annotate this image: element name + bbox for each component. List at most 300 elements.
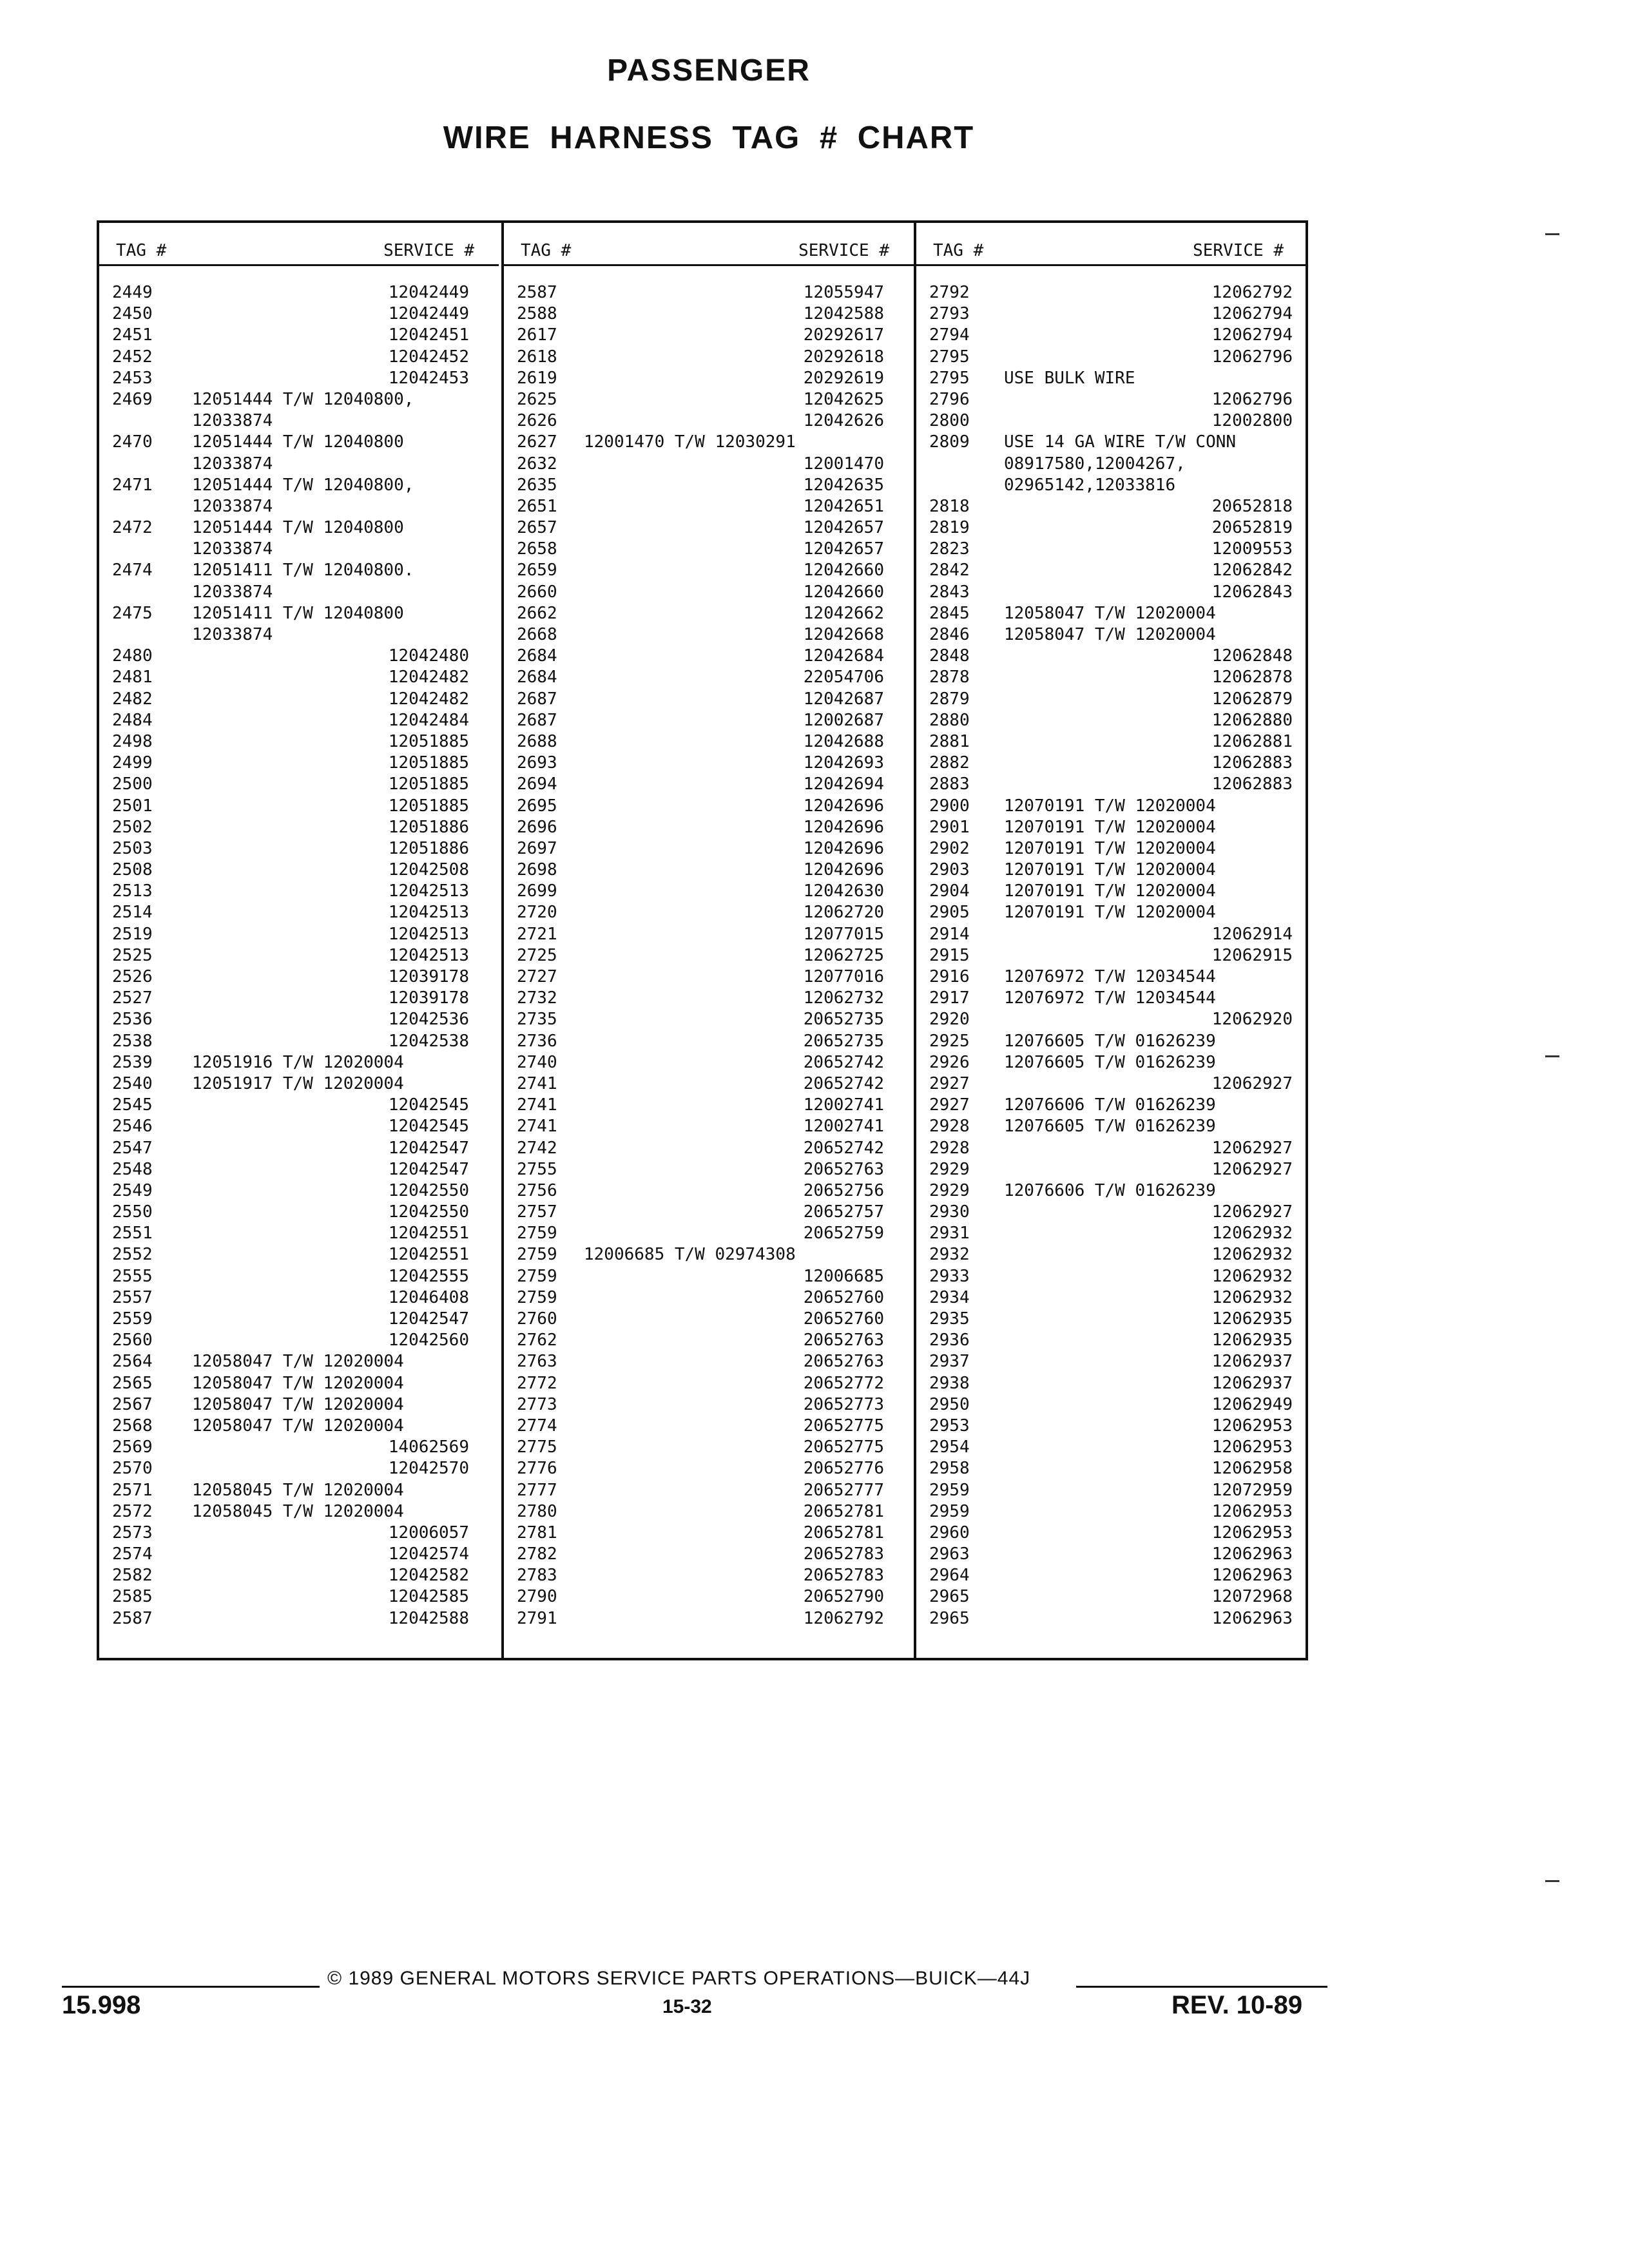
service-number: 20292617: [803, 325, 884, 345]
tag-number: 2915: [929, 945, 970, 965]
tag-number: 2879: [929, 689, 970, 709]
tag-number: 2793: [929, 304, 970, 324]
tag-number: 2660: [517, 582, 557, 602]
service-header: SERVICE #: [383, 241, 474, 260]
service-number: 12042536: [388, 1010, 469, 1030]
table-row: [504, 860, 914, 881]
tag-number: 2525: [112, 945, 153, 965]
table-row: [504, 347, 914, 368]
table-row: [916, 1565, 1308, 1586]
service-number: 12062935: [1211, 1309, 1293, 1329]
service-note: 12076972 T/W 12034544: [1004, 988, 1216, 1008]
service-note: 12070191 T/W 12020004: [1004, 881, 1216, 901]
service-number: 12042560: [388, 1331, 469, 1350]
table-row: [99, 1159, 499, 1180]
service-number: 12042538: [388, 1031, 469, 1051]
tag-number: 2783: [517, 1566, 557, 1586]
service-number: 12006057: [388, 1523, 469, 1542]
column-rows: [99, 282, 499, 1629]
tag-number: 2549: [112, 1180, 153, 1200]
tag-number: 2582: [112, 1566, 153, 1586]
table-row: [99, 1138, 499, 1159]
service-number: 12062878: [1211, 668, 1293, 687]
service-number: 20652760: [803, 1309, 884, 1329]
table-row: [504, 796, 914, 817]
tag-number: 2950: [929, 1394, 970, 1414]
service-number: 12042693: [803, 753, 884, 773]
table-row: [504, 389, 914, 410]
table-row: [504, 539, 914, 560]
tag-number: 2587: [112, 1608, 153, 1628]
service-number: 20292618: [803, 347, 884, 367]
table-row: [504, 1095, 914, 1116]
service-number: 12051885: [388, 796, 469, 816]
table-row: [916, 475, 1308, 496]
table-row: [504, 410, 914, 432]
service-number: 12062794: [1211, 325, 1293, 345]
table-row: [916, 1586, 1308, 1608]
service-number: 14062569: [388, 1437, 469, 1457]
table-row: [99, 1544, 499, 1565]
tag-number: 2699: [517, 881, 557, 901]
service-number: 12062963: [1211, 1608, 1293, 1628]
service-number: 12042449: [388, 304, 469, 324]
table-row: [99, 731, 499, 753]
table-row: [916, 966, 1308, 988]
table-row: [99, 1565, 499, 1586]
table-row: [99, 432, 499, 453]
table-row: [504, 1223, 914, 1244]
service-note-continued: 08917580,12004267,: [1004, 454, 1186, 474]
tag-number: 2617: [517, 325, 557, 345]
service-number: 12062881: [1211, 731, 1293, 751]
table-row: [504, 368, 914, 389]
tag-number: 2546: [112, 1117, 153, 1137]
tag-number: 2925: [929, 1031, 970, 1051]
tag-number: 2934: [929, 1287, 970, 1307]
wire-harness-table: [97, 220, 1308, 1660]
tag-number: 2659: [517, 561, 557, 581]
service-note: 12070191 T/W 12020004: [1004, 838, 1216, 858]
table-row: [916, 1480, 1308, 1501]
tag-number: 2688: [517, 731, 557, 751]
table-row: [99, 881, 499, 902]
table-row: [916, 1330, 1308, 1351]
table-row: [916, 1351, 1308, 1372]
tag-number: 2548: [112, 1159, 153, 1179]
tag-number: 2930: [929, 1202, 970, 1222]
table-row: [99, 774, 499, 795]
table-row: [504, 517, 914, 539]
tag-number: 2684: [517, 668, 557, 687]
service-number: 12062720: [803, 903, 884, 923]
table-row: [504, 1544, 914, 1565]
table-row: [916, 1138, 1308, 1159]
table-row: [99, 1202, 499, 1223]
service-number: 12062937: [1211, 1352, 1293, 1372]
tag-number: 2651: [517, 496, 557, 516]
service-number: 12062953: [1211, 1416, 1293, 1436]
tag-number: 2471: [112, 475, 153, 495]
service-note: 12070191 T/W 12020004: [1004, 860, 1216, 880]
service-number: 12042668: [803, 625, 884, 644]
tag-number: 2727: [517, 967, 557, 986]
table-row: [99, 1223, 499, 1244]
service-number: 12062725: [803, 945, 884, 965]
margin-mark: [1545, 1880, 1559, 1882]
service-number: 12072968: [1211, 1587, 1293, 1607]
table-row: [916, 753, 1308, 774]
table-row: [916, 282, 1308, 303]
table-row: [504, 1202, 914, 1223]
tag-number: 2573: [112, 1523, 153, 1542]
service-number: 12062842: [1211, 561, 1293, 581]
service-number: 12042651: [803, 496, 884, 516]
table-row: [504, 817, 914, 838]
table-row: [916, 860, 1308, 881]
tag-number: 2694: [517, 774, 557, 794]
table-row: [916, 689, 1308, 710]
table-row: [916, 1523, 1308, 1544]
service-note: 12051411 T/W 12040800.: [192, 561, 414, 581]
service-number: 12062949: [1211, 1394, 1293, 1414]
table-row: [99, 796, 499, 817]
service-number: 12042545: [388, 1095, 469, 1115]
table-row: [916, 924, 1308, 945]
service-number: 12062927: [1211, 1159, 1293, 1179]
service-number: 12042551: [388, 1224, 469, 1244]
service-number: 12042684: [803, 646, 884, 666]
service-number: 12042508: [388, 860, 469, 880]
tag-number: 2960: [929, 1523, 970, 1542]
tag-number: 2632: [517, 454, 557, 474]
tag-number: 2800: [929, 411, 970, 431]
service-number: 12062792: [1211, 283, 1293, 302]
column-rows: [916, 282, 1308, 1629]
service-number: 20652790: [803, 1587, 884, 1607]
service-note: 12070191 T/W 12020004: [1004, 796, 1216, 816]
table-row: [916, 410, 1308, 432]
table-row: [504, 1159, 914, 1180]
table-row: [99, 924, 499, 945]
service-note-continued: 02965142,12033816: [1004, 475, 1176, 495]
service-number: 20292619: [803, 368, 884, 388]
service-number: 12062796: [1211, 347, 1293, 367]
table-row: [99, 1330, 499, 1351]
service-note: 12058047 T/W 12020004: [192, 1373, 404, 1393]
service-note: 12051444 T/W 12040800: [192, 518, 404, 538]
table-row: [916, 454, 1308, 475]
tag-number: 2790: [517, 1587, 557, 1607]
copyright-line: © 1989 GENERAL MOTORS SERVICE PARTS OPERATIONS—BUICK—44J: [327, 1968, 1031, 1989]
tag-number: 2502: [112, 817, 153, 837]
service-number: 20652776: [803, 1459, 884, 1479]
service-note: 12058047 T/W 12020004: [1004, 625, 1216, 644]
service-number: 12062848: [1211, 646, 1293, 666]
service-number: 20652781: [803, 1501, 884, 1521]
service-number: 12062883: [1211, 753, 1293, 773]
tag-number: 2559: [112, 1309, 153, 1329]
section-number: 15.998: [62, 1991, 141, 2019]
tag-number: 2501: [112, 796, 153, 816]
service-number: 12055947: [803, 283, 884, 302]
service-note: 12006685 T/W 02974308: [584, 1245, 796, 1265]
tag-number: 2451: [112, 325, 153, 345]
table-row: [99, 1480, 499, 1501]
tag-number: 2776: [517, 1459, 557, 1479]
tag-number: 2482: [112, 689, 153, 709]
table-row: [916, 774, 1308, 795]
table-row: [504, 1180, 914, 1202]
table-row: [99, 838, 499, 860]
table-row: [99, 1523, 499, 1544]
service-number: 12009553: [1211, 539, 1293, 559]
tag-number: 2626: [517, 411, 557, 431]
service-number: 12062794: [1211, 304, 1293, 324]
table-row: [99, 1416, 499, 1437]
table-row: [504, 282, 914, 303]
tag-number: 2845: [929, 603, 970, 623]
tag-number: 2903: [929, 860, 970, 880]
tag-number: 2742: [517, 1138, 557, 1158]
tag-number: 2882: [929, 753, 970, 773]
service-number: 12042513: [388, 924, 469, 944]
tag-number: 2883: [929, 774, 970, 794]
tag-number: 2538: [112, 1031, 153, 1051]
tag-number: 2695: [517, 796, 557, 816]
tag-number: 2684: [517, 646, 557, 666]
tag-number: 2777: [517, 1480, 557, 1500]
table-row: [916, 582, 1308, 603]
tag-header: TAG #: [933, 241, 984, 260]
tag-number: 2696: [517, 817, 557, 837]
tag-number: 2572: [112, 1501, 153, 1521]
service-number: 12042550: [388, 1202, 469, 1222]
service-number: 12042550: [388, 1180, 469, 1200]
column-header: [916, 223, 1308, 266]
service-number: 20652818: [1211, 496, 1293, 516]
service-number: 20652760: [803, 1287, 884, 1307]
service-note-continued: 12033874: [192, 625, 273, 644]
tag-number: 2500: [112, 774, 153, 794]
table-row: [504, 1138, 914, 1159]
service-number: 20652742: [803, 1138, 884, 1158]
table-row: [99, 517, 499, 539]
table-row: [99, 667, 499, 688]
tag-number: 2484: [112, 710, 153, 730]
service-note: 12051916 T/W 12020004: [192, 1052, 404, 1072]
service-number: 12002687: [803, 710, 884, 730]
table-row: [916, 902, 1308, 923]
service-number: 12042626: [803, 411, 884, 431]
service-number: 12042687: [803, 689, 884, 709]
tag-number: 2928: [929, 1117, 970, 1137]
tag-number: 2499: [112, 753, 153, 773]
tag-number: 2762: [517, 1331, 557, 1350]
tag-number: 2927: [929, 1073, 970, 1093]
tag-number: 2551: [112, 1224, 153, 1244]
table-row: [99, 624, 499, 646]
table-row: [504, 496, 914, 517]
service-number: 12039178: [388, 988, 469, 1008]
tag-number: 2472: [112, 518, 153, 538]
tag-number: 2735: [517, 1010, 557, 1030]
table-row: [99, 1244, 499, 1265]
service-note: 12070191 T/W 12020004: [1004, 903, 1216, 923]
tag-number: 2552: [112, 1245, 153, 1265]
tag-number: 2585: [112, 1587, 153, 1607]
service-note: 12076605 T/W 01626239: [1004, 1031, 1216, 1051]
table-row: [504, 966, 914, 988]
table-row: [916, 539, 1308, 560]
margin-mark: [1545, 233, 1559, 235]
tag-number: 2964: [929, 1566, 970, 1586]
service-number: 12006685: [803, 1266, 884, 1286]
tag-number: 2774: [517, 1416, 557, 1436]
table-row: [916, 1223, 1308, 1244]
service-number: 12062927: [1211, 1138, 1293, 1158]
service-number: 12062932: [1211, 1245, 1293, 1265]
service-number: 20652763: [803, 1352, 884, 1372]
service-number: 20652819: [1211, 518, 1293, 538]
service-number: 12042694: [803, 774, 884, 794]
table-row: [99, 1608, 499, 1629]
table-row: [916, 1416, 1308, 1437]
service-number: 20652735: [803, 1031, 884, 1051]
tag-number: 2904: [929, 881, 970, 901]
table-row: [99, 1180, 499, 1202]
service-number: 20652742: [803, 1052, 884, 1072]
tag-number: 2772: [517, 1373, 557, 1393]
table-row: [99, 1501, 499, 1523]
table-row: [99, 860, 499, 881]
tag-number: 2720: [517, 903, 557, 923]
service-number: 12062883: [1211, 774, 1293, 794]
service-number: 12001470: [803, 454, 884, 474]
service-number: 12062732: [803, 988, 884, 1008]
tag-number: 2498: [112, 731, 153, 751]
table-row: [99, 689, 499, 710]
service-number: 12077015: [803, 924, 884, 944]
service-number: 12039178: [388, 967, 469, 986]
table-row: [916, 1159, 1308, 1180]
table-row: [504, 731, 914, 753]
service-note: 12051444 T/W 12040800: [192, 432, 404, 452]
tag-number: 2878: [929, 668, 970, 687]
service-number: 12002741: [803, 1117, 884, 1137]
tag-number: 2782: [517, 1544, 557, 1564]
service-number: 12046408: [388, 1287, 469, 1307]
service-number: 12042547: [388, 1159, 469, 1179]
table-row: [99, 325, 499, 346]
table-row: [99, 1351, 499, 1372]
tag-number: 2900: [929, 796, 970, 816]
table-row: [504, 1565, 914, 1586]
tag-number: 2618: [517, 347, 557, 367]
margin-mark: [1545, 1055, 1559, 1057]
tag-number: 2920: [929, 1010, 970, 1030]
tag-number: 2469: [112, 389, 153, 409]
tag-number: 2963: [929, 1544, 970, 1564]
service-note: 12058045 T/W 12020004: [192, 1501, 404, 1521]
table-row: [99, 1458, 499, 1479]
table-row: [916, 389, 1308, 410]
table-row: [916, 667, 1308, 688]
table-row: [99, 496, 499, 517]
table-row: [99, 1031, 499, 1052]
tag-number: 2453: [112, 368, 153, 388]
table-row: [99, 1373, 499, 1394]
tag-number: 2958: [929, 1459, 970, 1479]
table-row: [504, 1266, 914, 1287]
service-number: 20652781: [803, 1523, 884, 1542]
tag-number: 2526: [112, 967, 153, 986]
table-row: [504, 1608, 914, 1629]
tag-number: 2795: [929, 368, 970, 388]
tag-number: 2574: [112, 1544, 153, 1564]
service-note: 12076605 T/W 01626239: [1004, 1117, 1216, 1137]
service-number: 12042588: [803, 304, 884, 324]
table-row: [99, 1586, 499, 1608]
tag-number: 2931: [929, 1224, 970, 1244]
table-row: [504, 1586, 914, 1608]
service-number: 12062927: [1211, 1202, 1293, 1222]
table-row: [99, 389, 499, 410]
tag-number: 2901: [929, 817, 970, 837]
tag-number: 2662: [517, 603, 557, 623]
footer-rule-left: [62, 1986, 320, 1988]
table-row: [99, 753, 499, 774]
table-row: [916, 881, 1308, 902]
tag-number: 2773: [517, 1394, 557, 1414]
tag-number: 2823: [929, 539, 970, 559]
service-number: 20652775: [803, 1416, 884, 1436]
table-row: [99, 454, 499, 475]
service-number: 12062796: [1211, 389, 1293, 409]
table-row: [99, 710, 499, 731]
tag-number: 2936: [929, 1331, 970, 1350]
table-row: [99, 1309, 499, 1330]
tag-number: 2935: [929, 1309, 970, 1329]
service-number: 12062932: [1211, 1224, 1293, 1244]
tag-number: 2450: [112, 304, 153, 324]
tag-number: 2721: [517, 924, 557, 944]
tag-number: 2570: [112, 1459, 153, 1479]
tag-number: 2587: [517, 283, 557, 302]
tag-number: 2565: [112, 1373, 153, 1393]
tag-number: 2536: [112, 1010, 153, 1030]
service-number: 12062963: [1211, 1544, 1293, 1564]
tag-number: 2571: [112, 1480, 153, 1500]
tag-header: TAG #: [521, 241, 572, 260]
service-number: 12042696: [803, 796, 884, 816]
table-row: [916, 325, 1308, 346]
page-title-line-2: WIRE HARNESS TAG # CHART: [443, 120, 975, 155]
service-number: 22054706: [803, 668, 884, 687]
table-row: [916, 838, 1308, 860]
table-row: [504, 454, 914, 475]
tag-number: 2588: [517, 304, 557, 324]
table-row: [916, 1437, 1308, 1458]
tag-number: 2475: [112, 603, 153, 623]
table-row: [504, 475, 914, 496]
table-row: [916, 731, 1308, 753]
table-row: [916, 1244, 1308, 1265]
tag-number: 2725: [517, 945, 557, 965]
table-row: [916, 517, 1308, 539]
service-number: 12042551: [388, 1245, 469, 1265]
tag-number: 2449: [112, 283, 153, 302]
